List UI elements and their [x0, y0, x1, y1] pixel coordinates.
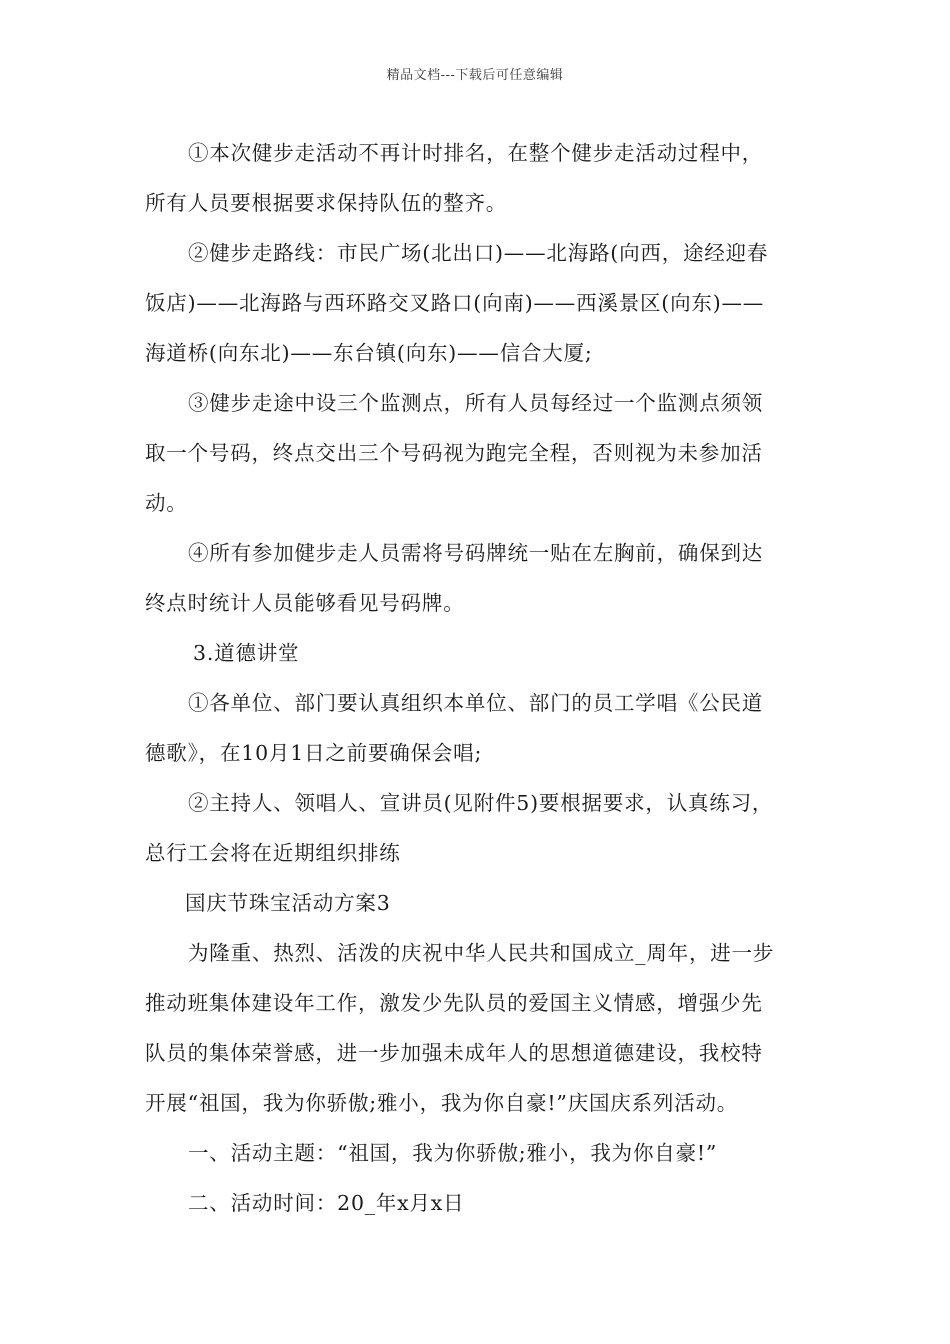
- paragraph-line: 取一个号码，终点交出三个号码视为跑完全程，否则视为未参加活: [145, 441, 763, 465]
- paragraph-line: 推动班集体建设年工作，激发少先队员的爱国主义情感，增强少先: [145, 991, 763, 1015]
- paragraph-line: ①各单位、部门要认真组织本单位、部门的员工学唱《公民道: [188, 691, 764, 715]
- paragraph-line: ②健步走路线：市民广场(北出口)——北海路(向西，途经迎春: [188, 241, 769, 265]
- paragraph-line: 二、活动时间：20_年x月x日: [188, 1191, 465, 1215]
- document-body: [145, 128, 810, 1228]
- section-heading: 3.道德讲堂: [193, 641, 300, 665]
- paragraph-line: 德歌》，在10月1日之前要确保会唱;: [145, 741, 483, 765]
- paragraph-line: 为隆重、热烈、活泼的庆祝中华人民共和国成立_周年，进一步: [188, 941, 775, 965]
- paragraph-line: 终点时统计人员能够看见号码牌。: [145, 591, 465, 615]
- section-title: 国庆节珠宝活动方案3: [185, 891, 391, 915]
- paragraph-line: ④所有参加健步走人员需将号码牌统一贴在左胸前，确保到达: [188, 541, 764, 565]
- paragraph-line: ③健步走途中设三个监测点，所有人员每经过一个监测点须领: [188, 391, 764, 415]
- paragraph-line: 动。: [145, 491, 188, 515]
- paragraph-line: ①本次健步走活动不再计时排名，在整个健步走活动过程中，: [188, 141, 764, 165]
- paragraph-line: 开展“祖国，我为你骄傲;雅小，我为你自豪!”庆国庆系列活动。: [145, 1091, 739, 1115]
- paragraph-line: 总行工会将在近期组织排练: [145, 841, 401, 865]
- paragraph-line: 所有人员要根据要求保持队伍的整齐。: [145, 191, 508, 215]
- paragraph-line: 海道桥(向东北)——东台镇(向东)——信合大厦;: [145, 341, 593, 365]
- paragraph-line: 队员的集体荣誉感，进一步加强未成年人的思想道德建设，我校特: [145, 1041, 763, 1065]
- paragraph-line: 一、活动主题：“祖国，我为你骄傲;雅小，我为你自豪!”: [188, 1141, 718, 1165]
- paragraph-line: 饭店)——北海路与西环路交叉路口(向南)——西溪景区(向东)——: [145, 291, 765, 315]
- paragraph-line: ②主持人、领唱人、宣讲员(见附件5)要根据要求，认真练习，: [188, 791, 774, 815]
- page-header: 精品文档---下载后可任意编辑: [386, 68, 564, 83]
